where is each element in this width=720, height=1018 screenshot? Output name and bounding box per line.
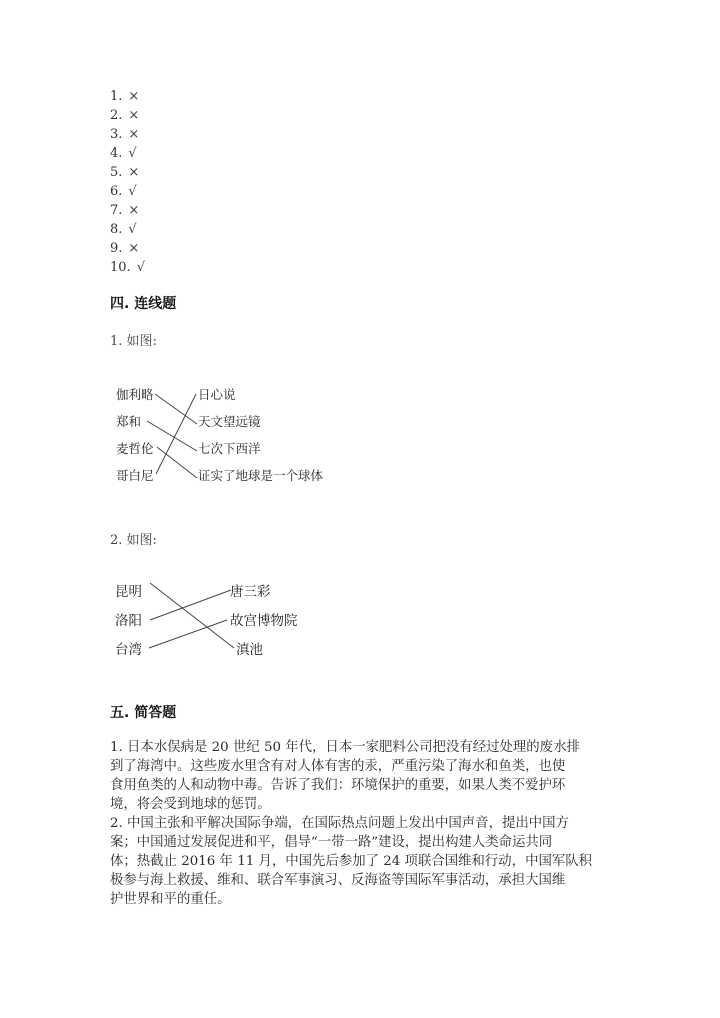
item-number: 5.: [110, 165, 123, 180]
paragraph-line: 案；中国通过发展促进和平，倡导“一带一路”建设，提出构建人类命运共同: [110, 835, 553, 850]
left-item: 哥白尼: [116, 468, 154, 483]
left-item: 台湾: [115, 642, 142, 658]
section-heading-matching: 四. 连线题: [110, 296, 177, 312]
cross-mark-icon: ×: [128, 165, 140, 180]
paragraph-line: 境，将会受到地球的惩罚。: [110, 797, 271, 812]
short-answer-1: [110, 738, 610, 814]
check-mark-icon: √: [136, 260, 145, 275]
left-item: 洛阳: [115, 613, 142, 629]
paragraph-line: 体；热截止 2016 年 11 月，中国先后参加了 24 项联合国维和行动，中国军队积: [110, 854, 593, 869]
paragraph-line: 1. 日本水俣病是 20 世纪 50 年代，日本一家肥料公司把没有经过处理的废水排: [110, 740, 580, 755]
right-item: 天文望远镜: [198, 414, 261, 429]
right-item: 故宫博物院: [230, 613, 298, 629]
item-number: 2.: [110, 108, 123, 123]
paragraph-line: 极参与海上救援、维和、联合军事演习、反海盗等国际军事活动，承担大国维: [110, 873, 566, 888]
paragraph-line: 护世界和平的重任。: [110, 892, 231, 907]
item-number: 10.: [110, 260, 131, 275]
item-number: 1.: [110, 89, 123, 104]
short-answer-2: [110, 814, 610, 909]
connector-line: [150, 590, 231, 620]
check-mark-icon: √: [128, 184, 137, 199]
paragraph-line: 2. 中国主张和平解决国际争端，在国际热点问题上发出中国声音，提出中国方: [110, 816, 569, 831]
right-item: 日心说: [198, 387, 236, 402]
cross-mark-icon: ×: [128, 108, 140, 123]
item-number: 8.: [110, 222, 123, 237]
right-item: 七次下西洋: [198, 441, 261, 456]
item-number: 9.: [110, 241, 123, 256]
cross-mark-icon: ×: [128, 89, 140, 104]
paragraph-line: 到了海湾中。这些废水里含有对人体有害的汞，严重污染了海水和鱼类，也使: [110, 759, 566, 774]
question-label-2: 2. 如图:: [110, 533, 157, 548]
right-item: 唐三彩: [230, 584, 271, 600]
section-heading-short-answer: 五. 简答题: [110, 705, 177, 721]
cross-mark-icon: ×: [128, 203, 140, 218]
left-item: 昆明: [115, 584, 142, 600]
question-label-1: 1. 如图:: [110, 334, 157, 349]
item-number: 4.: [110, 146, 123, 161]
check-mark-icon: √: [128, 146, 137, 161]
cross-mark-icon: ×: [128, 241, 140, 256]
cross-mark-icon: ×: [128, 127, 140, 142]
right-item: 滇池: [236, 642, 263, 658]
item-number: 6.: [110, 184, 123, 199]
left-item: 郑和: [116, 414, 142, 429]
paragraph-line: 食用鱼类的人和动物中毒。告诉了我们：环境保护的重要，如果人类不爱护环: [110, 778, 566, 793]
left-item: 伽利略: [116, 387, 154, 402]
check-mark-icon: √: [128, 222, 137, 237]
item-number: 3.: [110, 127, 123, 142]
item-number: 7.: [110, 203, 123, 218]
right-item: 证实了地球是一个球体: [198, 468, 324, 483]
left-item: 麦哲伦: [116, 441, 154, 456]
